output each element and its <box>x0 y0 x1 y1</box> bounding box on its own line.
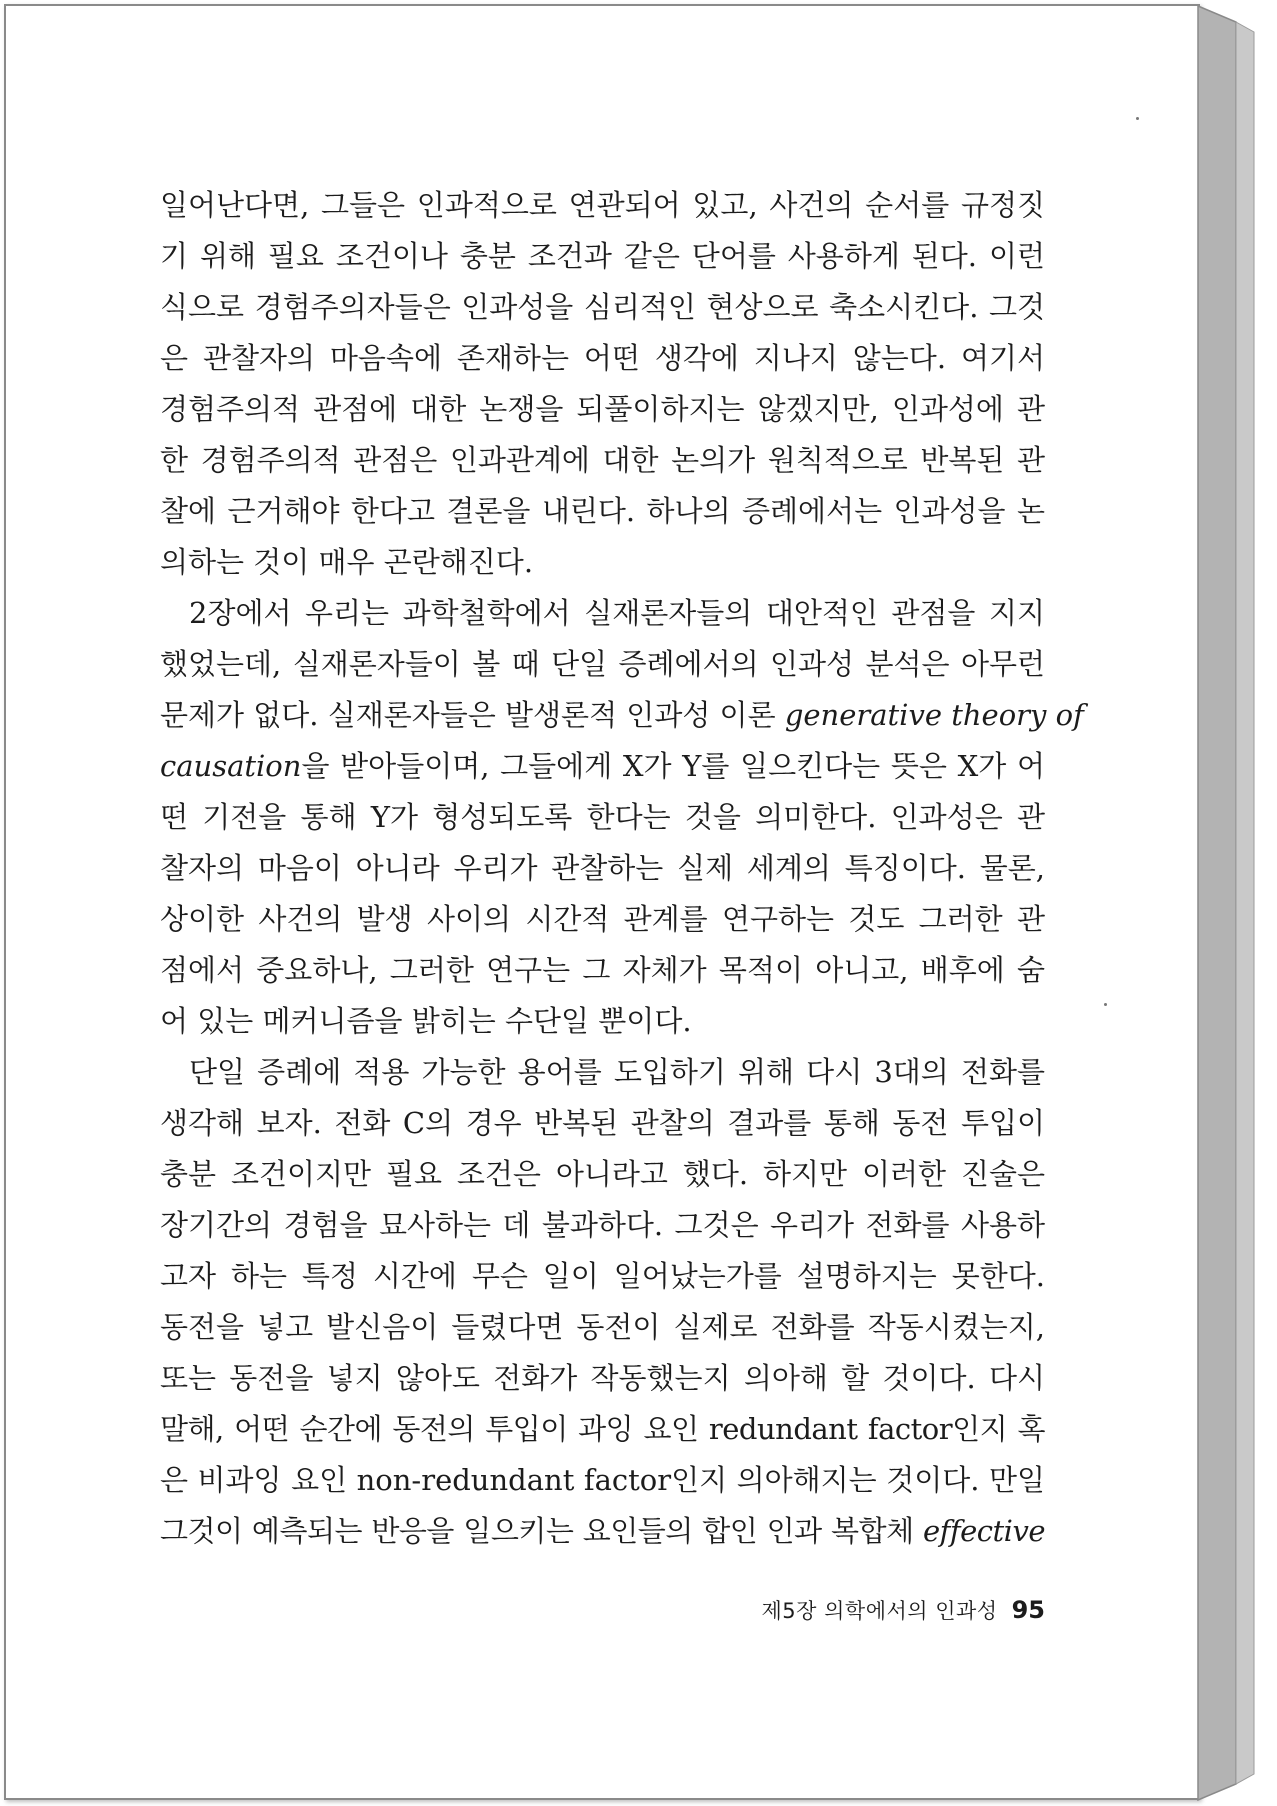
text-line: 의하는 것이 매우 곤란해진다. <box>160 545 534 579</box>
text-segment: 문제가 없다. 실재론자들은 발생론적 인과성 이론 <box>160 698 776 732</box>
text-line: 찰자의 마음이 아니라 우리가 관찰하는 실제 세계의 특징이다. 물론, <box>160 851 1045 885</box>
text-line: 말해, 어떤 순간에 동전의 투입이 과잉 요인 redundant factor인지 혹 <box>160 1412 1045 1446</box>
text-line <box>160 690 1084 741</box>
text-line: 어 있는 메커니즘을 밝히는 수단일 뿐이다. <box>160 1004 692 1038</box>
text-line: 식으로 경험주의자들은 인과성을 심리적인 현상으로 축소시킨다. 그것 <box>160 290 1045 324</box>
text-line: 점에서 중요하나, 그러한 연구는 그 자체가 목적이 아니고, 배후에 숨 <box>160 953 1045 987</box>
text-line: 장기간의 경험을 묘사하는 데 불과하다. 그것은 우리가 전화를 사용하 <box>160 1208 1045 1242</box>
text-segment: 을 받아들이며, 그들에게 X가 Y를 일으킨다는 뜻은 X가 어 <box>301 749 1045 783</box>
text-line: 충분 조건이지만 필요 조건은 아니라고 했다. 하지만 이러한 진술은 <box>160 1157 1045 1191</box>
text-line <box>160 741 1045 792</box>
page-number: 95 <box>1011 1596 1045 1624</box>
text-line: 은 관찰자의 마음속에 존재하는 어떤 생각에 지나지 않는다. 여기서 <box>160 341 1045 375</box>
body-text <box>160 180 1084 1557</box>
scan-speck <box>1104 1003 1107 1006</box>
text-line: 기 위해 필요 조건이나 충분 조건과 같은 단어를 사용하게 된다. 이런 <box>160 239 1045 273</box>
english-term: generative theory of <box>784 698 1084 732</box>
text-line: 2장에서 우리는 과학철학에서 실재론자들의 대안적인 관점을 지지 <box>189 596 1045 630</box>
english-term: causation <box>160 749 302 783</box>
text-line: 했었는데, 실재론자들이 볼 때 단일 증례에서의 인과성 분석은 아무런 <box>160 647 1045 681</box>
running-chapter-title: 제5장 의학에서의 인과성 <box>761 1599 998 1623</box>
text-line: 상이한 사건의 발생 사이의 시간적 관계를 연구하는 것도 그러한 관 <box>160 902 1045 936</box>
text-line: 단일 증례에 적용 가능한 용어를 도입하기 위해 다시 3대의 전화를 <box>189 1055 1045 1089</box>
text-line <box>160 1506 1045 1557</box>
text-line: 또는 동전을 넣지 않아도 전화가 작동했는지 의아해 할 것이다. 다시 <box>160 1361 1045 1395</box>
scan-speck <box>1136 117 1139 120</box>
english-term: effective <box>922 1514 1045 1548</box>
text-segment: 그것이 예측되는 반응을 일으키는 요인들의 합인 인과 복합체 <box>160 1514 914 1548</box>
text-line: 떤 기전을 통해 Y가 형성되도록 한다는 것을 의미한다. 인과성은 관 <box>160 800 1045 834</box>
page-footer <box>762 1590 1045 1630</box>
text-line: 생각해 보자. 전화 C의 경우 반복된 관찰의 결과를 통해 동전 투입이 <box>160 1106 1045 1140</box>
text-line: 은 비과잉 요인 non-redundant factor인지 의아해지는 것이다. 만일 <box>160 1463 1045 1497</box>
text-line: 일어난다면, 그들은 인과적으로 연관되어 있고, 사건의 순서를 규정짓 <box>160 188 1045 222</box>
text-line: 경험주의적 관점에 대한 논쟁을 되풀이하지는 않겠지만, 인과성에 관 <box>160 392 1045 426</box>
text-line: 동전을 넣고 발신음이 들렸다면 동전이 실제로 전화를 작동시켰는지, <box>160 1310 1045 1344</box>
text-line: 찰에 근거해야 한다고 결론을 내린다. 하나의 증례에서는 인과성을 논 <box>160 494 1045 528</box>
text-line: 고자 하는 특정 시간에 무슨 일이 일어났는가를 설명하지는 못한다. <box>160 1259 1045 1293</box>
text-line: 한 경험주의적 관점은 인과관계에 대한 논의가 원칙적으로 반복된 관 <box>160 443 1045 477</box>
